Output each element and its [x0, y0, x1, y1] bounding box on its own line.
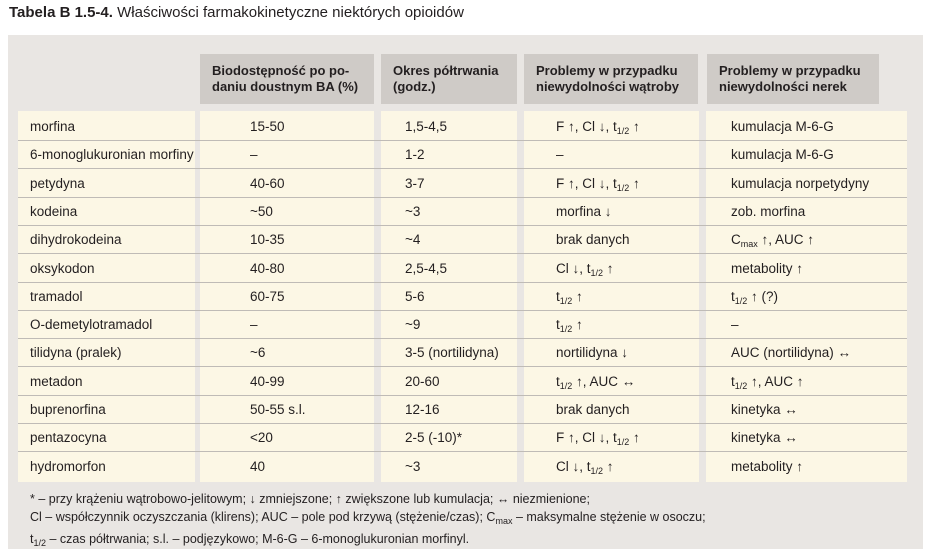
cell-text: ↑ (?) — [747, 288, 779, 304]
cell-text: ↑ — [629, 430, 640, 446]
subscript: 1/2 — [734, 295, 748, 306]
cell-text: nortilidyna ↓ — [556, 345, 629, 361]
cell-kidney — [731, 339, 851, 367]
cell-text: Cl ↓, t — [556, 260, 591, 276]
table-row — [18, 113, 907, 141]
header-line: niewydolności wątroby — [536, 79, 680, 94]
cell-half-life: 2-5 (-10)* — [405, 430, 463, 446]
cell-half-life: 3-5 (nortilidyna) — [405, 345, 499, 361]
cell-drug: pentazocyna — [30, 430, 107, 446]
subscript: 1/2 — [559, 380, 573, 391]
cell-drug: oksykodon — [30, 260, 95, 276]
cell-text: ↑ — [572, 317, 583, 333]
footnote-line-3 — [30, 530, 706, 552]
table-row — [18, 368, 907, 396]
cell-text: Cl ↓, t — [556, 458, 591, 474]
cell-text: ↑, AUC ↔ — [572, 373, 636, 389]
cell-half-life: 2,5-4,5 — [405, 260, 448, 276]
footnote-line-1: * – przy krążeniu wątrobowo-jelitowym; ↓ zmniejszone; ↑ zwiększone lub kumulacja; ↔ niezmienione; — [30, 492, 590, 506]
cell-liver — [556, 424, 640, 452]
footnote-text: – maksymalne stężenie w osoczu; — [512, 510, 706, 524]
cell-half-life: 1-2 — [405, 147, 425, 163]
cell-half-life: ~3 — [405, 458, 421, 474]
cell-text: kumulacja M-6-G — [731, 147, 834, 163]
cell-text: t — [556, 373, 560, 389]
footnote-text: – czas półtrwania; s.l. – podjęzykowo; M-6-G – 6-monoglukuronian morfinyl. — [46, 532, 470, 546]
footnote-text: t — [30, 532, 34, 546]
cell-drug: O-demetylotramadol — [30, 317, 153, 333]
subscript: 1/2 — [590, 465, 604, 476]
header-line: Problemy w przypadku — [719, 63, 861, 78]
table-row — [18, 396, 907, 424]
cell-bioavailability: ~6 — [250, 345, 266, 361]
cell-text: F ↑, Cl ↓, t — [556, 119, 617, 134]
cell-bioavailability: 50-55 s.l. — [250, 402, 306, 417]
cell-bioavailability: 40-60 — [250, 175, 285, 191]
footnote-line-2 — [30, 508, 706, 530]
cell-liver — [556, 170, 640, 198]
cell-half-life: ~4 — [405, 232, 421, 248]
cell-half-life: 5-6 — [405, 288, 425, 304]
header-line: Okres półtrwania — [393, 63, 499, 78]
cell-half-life: ~3 — [405, 203, 421, 219]
cell-text: ↑, AUC ↑ — [747, 373, 804, 389]
cell-text: kinetyka ↔ — [731, 402, 798, 417]
cell-half-life: 12-16 — [405, 402, 440, 417]
cell-liver — [556, 311, 583, 339]
cell-text: t — [731, 288, 735, 304]
cell-kidney — [731, 368, 804, 396]
cell-kidney — [731, 424, 798, 452]
table-footnote — [30, 490, 706, 552]
cell-kidney — [731, 113, 834, 141]
cell-text: brak danych — [556, 402, 630, 417]
cell-drug: morfina — [30, 119, 76, 134]
subscript: max — [740, 239, 758, 250]
cell-bioavailability: 60-75 — [250, 288, 285, 304]
cell-kidney — [731, 311, 739, 339]
header-line: Problemy w przypadku — [536, 63, 678, 78]
cell-text: metabolity ↑ — [731, 458, 804, 474]
cell-text: t — [556, 317, 560, 333]
cell-bioavailability: – — [250, 317, 258, 333]
cell-kidney — [731, 170, 869, 198]
cell-drug: tramadol — [30, 288, 83, 304]
cell-text: kumulacja norpetydyny — [731, 175, 870, 191]
cell-half-life: ~9 — [405, 317, 421, 333]
cell-text: t — [731, 373, 735, 389]
cell-kidney — [731, 396, 798, 424]
cell-half-life: 3-7 — [405, 175, 425, 191]
table-row — [18, 283, 907, 311]
cell-liver — [556, 396, 630, 424]
cell-drug: dihydrokodeina — [30, 232, 122, 248]
cell-drug: petydyna — [30, 175, 85, 191]
cell-bioavailability: <20 — [250, 430, 273, 446]
header-line: niewydolności nerek — [719, 79, 847, 94]
cell-text: t — [556, 288, 560, 304]
table-row — [18, 311, 907, 339]
header-bioavailability — [200, 54, 374, 104]
cell-drug: tilidyna (pralek) — [30, 345, 122, 361]
cell-drug: 6-monoglukuronian morfiny — [30, 147, 194, 163]
table-row — [18, 255, 907, 283]
cell-kidney — [731, 226, 814, 254]
subscript: 1/2 — [616, 437, 630, 448]
cell-drug: kodeina — [30, 203, 78, 219]
table-row — [18, 339, 907, 367]
header-line: Biodostępność po po- — [212, 63, 350, 78]
cell-text: ↑ — [629, 175, 640, 191]
cell-text: kinetyka ↔ — [731, 430, 798, 446]
cell-bioavailability: – — [250, 147, 258, 163]
cell-bioavailability: 40-80 — [250, 260, 285, 276]
table-row — [18, 170, 907, 198]
table-row — [18, 226, 907, 254]
cell-text: kumulacja M-6-G — [731, 119, 834, 134]
cell-kidney — [731, 283, 778, 311]
cell-drug: hydromorfon — [30, 458, 106, 474]
subscript: 1/2 — [559, 295, 573, 306]
cell-bioavailability: 15-50 — [250, 119, 285, 134]
cell-text: zob. morfina — [731, 203, 806, 219]
cell-bioavailability: 40-99 — [250, 373, 285, 389]
cell-text: – — [731, 317, 739, 333]
cell-liver — [556, 453, 614, 481]
cell-liver — [556, 255, 614, 283]
table-row — [18, 424, 907, 452]
table-caption: Właściwości farmakokinetyczne niektórych opioidów — [117, 4, 464, 21]
table-number: Tabela B 1.5-4. — [9, 4, 113, 21]
cell-liver — [556, 283, 583, 311]
cell-text: AUC (nortilidyna) ↔ — [731, 345, 852, 361]
header-line: (godz.) — [393, 79, 436, 94]
header-line: daniu doustnym BA (%) — [212, 79, 359, 94]
cell-text: brak danych — [556, 232, 630, 248]
cell-liver — [556, 141, 564, 169]
cell-kidney — [731, 255, 803, 283]
cell-drug: metadon — [30, 373, 83, 389]
header-kidney — [707, 54, 879, 104]
footnote-text: Cl – współczynnik oczyszczania (klirens); AUC – pole pod krzywą (stężenie/czas); C — [30, 510, 496, 524]
cell-bioavailability: 40 — [250, 458, 266, 474]
footnote-sub: 1/2 — [33, 538, 46, 548]
cell-text: – — [556, 147, 564, 163]
cell-kidney — [731, 453, 803, 481]
cell-kidney — [731, 198, 805, 226]
cell-half-life: 1,5-4,5 — [405, 119, 448, 134]
cell-text: ↑ — [603, 260, 614, 276]
cell-bioavailability: 10-35 — [250, 232, 285, 248]
cell-liver — [556, 198, 612, 226]
cell-liver — [556, 113, 640, 141]
subscript: 1/2 — [559, 324, 573, 335]
cell-text: morfina ↓ — [556, 203, 612, 219]
cell-drug: buprenorfina — [30, 402, 106, 417]
cell-text: ↑ — [572, 288, 583, 304]
cell-liver — [556, 339, 628, 367]
cell-half-life: 20-60 — [405, 373, 440, 389]
cell-liver — [556, 368, 635, 396]
cell-text: ↑ — [629, 119, 640, 134]
table-row — [18, 141, 907, 169]
subscript: 1/2 — [590, 267, 604, 278]
cell-text: ↑, AUC ↑ — [757, 232, 815, 248]
footnote-sub: max — [495, 516, 513, 526]
cell-bioavailability: ~50 — [250, 203, 273, 219]
cell-text: F ↑, Cl ↓, t — [556, 430, 617, 446]
table-title — [9, 4, 464, 21]
cell-liver — [556, 226, 630, 254]
subscript: 1/2 — [616, 126, 630, 136]
subscript: 1/2 — [734, 380, 748, 391]
table-row — [18, 198, 907, 226]
cell-kidney — [731, 141, 834, 169]
header-half-life — [381, 54, 517, 104]
cell-text: ↑ — [603, 458, 614, 474]
cell-text: F ↑, Cl ↓, t — [556, 175, 617, 191]
cell-text: metabolity ↑ — [731, 260, 804, 276]
table-row — [18, 453, 907, 481]
subscript: 1/2 — [616, 182, 630, 193]
header-liver — [524, 54, 698, 104]
cell-text: C — [731, 232, 741, 248]
